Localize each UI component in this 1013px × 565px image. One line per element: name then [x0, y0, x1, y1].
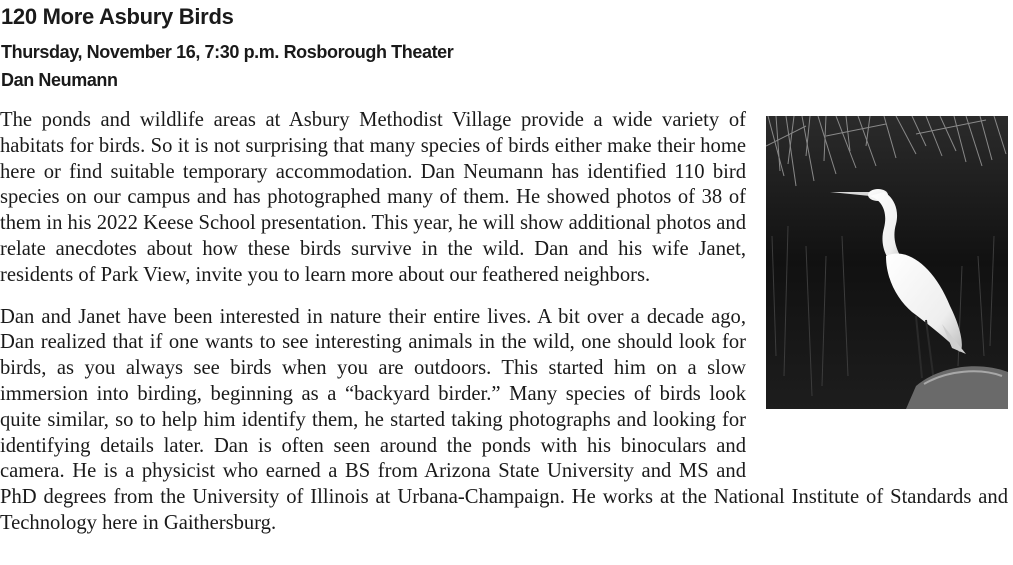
article-body	[0, 108, 1008, 537]
speaker-name: Dan Neumann	[1, 70, 118, 90]
article-title: 120 More Asbury Birds	[1, 4, 234, 29]
photo-container	[766, 116, 1008, 460]
egret-photo	[766, 116, 1008, 409]
paragraph-bio: Dan and Janet have been interested in nature their entire lives. A bit over a decade ago, Dan realized that if one wants to see interesting animals in the wild, one should look for birds, as you always see birds when you are outdoors. This started him on a slow immersion into birding, beginning as a “backyard birder.” Many species of birds look quite similar, so to help him identify them, he started taking photographs and looking for identifying details later. Dan is often seen around the ponds with his binoculars and camera. He is a physicist who earned a BS from Arizona State University and MS and PhD degrees from the University of Illinois at Urbana-Champaign. He works at the National Institute of Standards and Technology here in Gaithersburg.	[0, 305, 1008, 534]
event-date-location: Thursday, November 16, 7:30 p.m. Rosborough Theater	[1, 42, 454, 62]
paragraph-intro: The ponds and wildlife areas at Asbury Methodist Village provide a wide variety of habitats for birds. So it is not surprising that many species of birds either make their home here or find suitable temporary accommodation. Dan Neumann has identified 110 bird species on our campus and has photographed many of them. He showed photos of 38 of them in his 2022 Keese School presentation. This year, he will show additional photos and relate anecdotes about how these birds survive in the wild. Dan and his wife Janet, residents of Park View, invite you to learn more about our feathered neighbors.	[0, 109, 746, 286]
